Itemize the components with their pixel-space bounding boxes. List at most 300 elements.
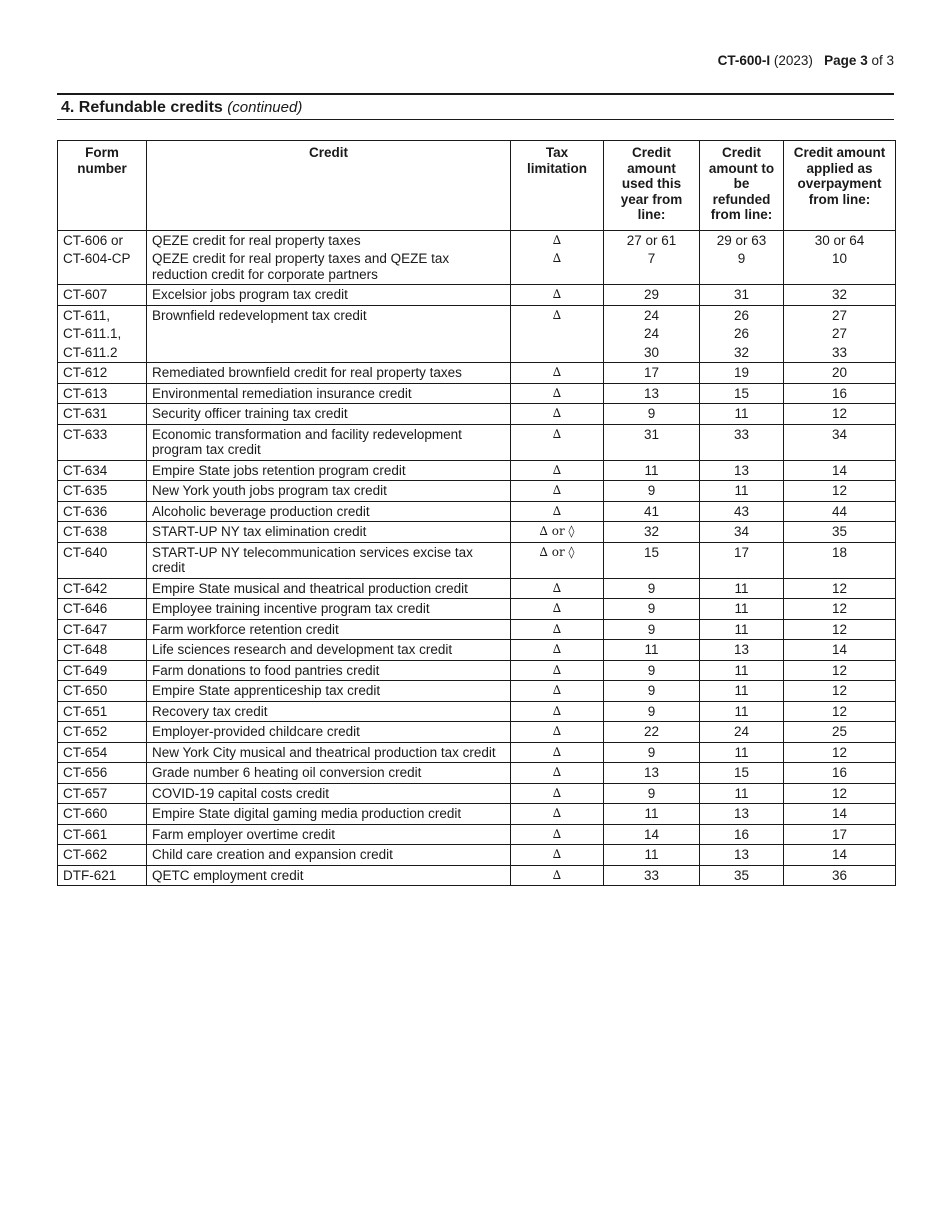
- form-number-cell: [58, 578, 147, 599]
- used-this-year-line-value: 9: [647, 580, 656, 596]
- form-number-value: CT-604-CP: [63, 251, 131, 266]
- used-this-year-line-value: 15: [643, 544, 660, 560]
- to-be-refunded-line-cell: [700, 722, 784, 743]
- applied-as-overpayment-line-cell: [784, 285, 896, 306]
- tax-limitation-value: ∆: [552, 462, 562, 477]
- tax-limitation-value: ∆: [552, 806, 562, 820]
- form-number-cell: [58, 481, 147, 502]
- tax-limitation-cell: [511, 763, 604, 784]
- used-this-year-line-cell: [604, 404, 700, 425]
- to-be-refunded-line-cell: [700, 522, 784, 543]
- to-be-refunded-line-value: 11: [734, 744, 749, 760]
- applied-as-overpayment-line-cell: [784, 460, 896, 481]
- to-be-refunded-line-value: 43: [733, 503, 750, 519]
- used-this-year-line-value: 32: [643, 524, 660, 539]
- used-this-year-line-value: 17: [643, 365, 660, 380]
- used-this-year-line-value: 14: [643, 826, 660, 842]
- used-this-year-line-value: 31: [643, 426, 660, 442]
- to-be-refunded-line-cell: [700, 404, 784, 425]
- used-this-year-line-value: 11: [644, 462, 659, 478]
- credit-name-cell: [147, 599, 511, 620]
- table-row: [58, 460, 896, 481]
- form-number-value: CT-636: [63, 503, 108, 519]
- applied-as-overpayment-line-value: 27: [831, 307, 848, 323]
- credit-name-cell: [147, 640, 511, 661]
- table-header-row: [58, 141, 896, 231]
- to-be-refunded-line-value: 16: [733, 826, 750, 842]
- to-be-refunded-line-cell: [700, 599, 784, 620]
- applied-as-overpayment-line-cell: [784, 619, 896, 640]
- to-be-refunded-line-value: 11: [734, 683, 749, 698]
- to-be-refunded-line-value: 29 or 63: [716, 232, 767, 248]
- used-this-year-line-cell: [604, 824, 700, 845]
- to-be-refunded-line-value: 32: [733, 344, 750, 360]
- form-number-cell: [58, 865, 147, 886]
- tax-limitation-cell: [511, 363, 604, 384]
- column-header-to-be-refunded: Credit amount to be refunded from line:: [700, 141, 784, 231]
- applied-as-overpayment-line-cell: [784, 722, 896, 743]
- tax-limitation-cell: [511, 804, 604, 825]
- credit-name-cell: [147, 783, 511, 804]
- tax-limitation-value: ∆: [552, 251, 562, 265]
- credit-name-cell: [147, 681, 511, 702]
- to-be-refunded-line-value: 31: [733, 287, 750, 302]
- table-row: [58, 542, 896, 578]
- used-this-year-line-value: 11: [644, 642, 659, 657]
- tax-limitation-cell: [511, 542, 604, 578]
- tax-limitation-cell: [511, 501, 604, 522]
- credit-name-value: Empire State musical and theatrical production credit: [152, 580, 468, 596]
- applied-as-overpayment-line-value: 12: [831, 483, 848, 498]
- used-this-year-line-value: 7: [647, 251, 656, 266]
- form-number-value: CT-662: [63, 847, 108, 862]
- tax-limitation-cell: [511, 722, 604, 743]
- tax-limitation-value: ∆: [552, 406, 562, 420]
- tax-limitation-cell: [511, 824, 604, 845]
- tax-limitation-cell: [511, 305, 604, 363]
- form-number-cell: [58, 824, 147, 845]
- used-this-year-line-cell: [604, 305, 700, 363]
- applied-as-overpayment-line-cell: [784, 865, 896, 886]
- applied-as-overpayment-line-value: 12: [831, 744, 848, 760]
- credit-name-value: Farm workforce retention credit: [152, 621, 339, 637]
- tax-limitation-cell: [511, 230, 604, 285]
- form-number-value: CT-612: [63, 365, 108, 380]
- credit-name-value: Alcoholic beverage production credit: [152, 503, 370, 519]
- form-number-value: CT-611.1,: [63, 326, 122, 341]
- table-row: [58, 824, 896, 845]
- applied-as-overpayment-line-value: 34: [831, 426, 848, 442]
- form-number-value: CT-647: [63, 621, 108, 637]
- credit-name-value: Brownfield redevelopment tax credit: [152, 307, 367, 323]
- credit-name-value: New York City musical and theatrical production tax credit: [152, 744, 496, 760]
- form-number-cell: [58, 383, 147, 404]
- form-number-cell: [58, 460, 147, 481]
- credit-name-value: START-UP NY tax elimination credit: [152, 524, 367, 539]
- page-label: Page 3: [824, 53, 868, 68]
- table-row: [58, 230, 896, 285]
- used-this-year-line-value: 9: [647, 662, 656, 678]
- used-this-year-line-value: 9: [647, 785, 656, 801]
- applied-as-overpayment-line-value: 12: [831, 621, 848, 637]
- credit-name-cell: [147, 404, 511, 425]
- used-this-year-line-cell: [604, 640, 700, 661]
- applied-as-overpayment-line-cell: [784, 824, 896, 845]
- table-row: [58, 763, 896, 784]
- form-number-value: CT-660: [63, 806, 108, 821]
- used-this-year-line-cell: [604, 460, 700, 481]
- table-row: [58, 619, 896, 640]
- credit-name-value: START-UP NY telecommunication services excise tax credit: [152, 544, 473, 575]
- tax-limitation-value: ∆: [552, 232, 562, 247]
- used-this-year-line-value: 9: [647, 601, 656, 616]
- credit-name-cell: [147, 722, 511, 743]
- credit-name-value: Environmental remediation insurance credit: [152, 385, 412, 401]
- column-header-credit: Credit: [147, 141, 511, 231]
- tax-limitation-value: ∆: [552, 287, 562, 301]
- applied-as-overpayment-line-value: 30 or 64: [814, 232, 865, 248]
- to-be-refunded-line-value: 26: [733, 326, 750, 341]
- to-be-refunded-line-cell: [700, 804, 784, 825]
- to-be-refunded-line-cell: [700, 305, 784, 363]
- used-this-year-line-value: 13: [643, 385, 660, 401]
- credit-name-value: Excelsior jobs program tax credit: [152, 287, 348, 302]
- tax-limitation-cell: [511, 522, 604, 543]
- applied-as-overpayment-line-cell: [784, 681, 896, 702]
- tax-limitation-value: ∆: [552, 426, 562, 441]
- credit-name-value: Life sciences research and development tax credit: [152, 642, 453, 657]
- form-number-cell: [58, 763, 147, 784]
- credit-name-value: Employee training incentive program tax credit: [152, 601, 430, 616]
- applied-as-overpayment-line-cell: [784, 230, 896, 285]
- form-number-value: CT-649: [63, 662, 108, 678]
- form-number-cell: [58, 230, 147, 285]
- used-this-year-line-cell: [604, 701, 700, 722]
- tax-limitation-value: ∆: [552, 744, 562, 759]
- form-number-cell: [58, 599, 147, 620]
- form-number-value: CT-651: [63, 703, 108, 719]
- credit-name-cell: [147, 865, 511, 886]
- to-be-refunded-line-value: 11: [734, 483, 749, 498]
- applied-as-overpayment-line-cell: [784, 640, 896, 661]
- table-row: [58, 599, 896, 620]
- section-title-bar: [57, 93, 894, 120]
- page-header: [718, 53, 894, 68]
- credit-name-value: Employer-provided childcare credit: [152, 724, 360, 739]
- column-header-applied-as-overpayment: Credit amount applied as overpayment from line:: [784, 141, 896, 231]
- credit-name-cell: [147, 363, 511, 384]
- credit-name-value: Recovery tax credit: [152, 703, 268, 719]
- form-number-cell: [58, 681, 147, 702]
- credit-name-value: COVID-19 capital costs credit: [152, 785, 330, 801]
- to-be-refunded-line-value: 19: [733, 365, 750, 380]
- table-row: [58, 660, 896, 681]
- tax-limitation-value: ∆: [552, 847, 562, 861]
- used-this-year-line-value: 9: [647, 703, 656, 719]
- applied-as-overpayment-line-value: 36: [831, 867, 848, 883]
- applied-as-overpayment-line-value: 44: [831, 503, 848, 519]
- used-this-year-line-cell: [604, 763, 700, 784]
- applied-as-overpayment-line-cell: [784, 763, 896, 784]
- used-this-year-line-value: 9: [647, 406, 656, 421]
- form-id: CT-600-I: [717, 53, 771, 68]
- tax-limitation-value: ∆: [552, 483, 562, 497]
- applied-as-overpayment-line-cell: [784, 424, 896, 460]
- tax-limitation-cell: [511, 578, 604, 599]
- credit-name-cell: [147, 845, 511, 866]
- used-this-year-line-value: 24: [643, 326, 660, 341]
- refundable-credits-table: [57, 140, 896, 886]
- credit-name-cell: [147, 660, 511, 681]
- used-this-year-line-value: 11: [644, 806, 659, 821]
- column-header-form-number: Form number: [58, 141, 147, 231]
- used-this-year-line-cell: [604, 681, 700, 702]
- to-be-refunded-line-cell: [700, 824, 784, 845]
- to-be-refunded-line-cell: [700, 230, 784, 285]
- form-number-value: CT-646: [63, 601, 108, 616]
- applied-as-overpayment-line-value: 12: [831, 406, 848, 421]
- applied-as-overpayment-line-cell: [784, 845, 896, 866]
- form-year: (2023): [773, 53, 813, 68]
- form-number-cell: [58, 404, 147, 425]
- tax-limitation-cell: [511, 404, 604, 425]
- credit-name-cell: [147, 424, 511, 460]
- applied-as-overpayment-line-cell: [784, 481, 896, 502]
- to-be-refunded-line-cell: [700, 578, 784, 599]
- applied-as-overpayment-line-value: 35: [831, 524, 848, 539]
- to-be-refunded-line-value: 15: [733, 765, 750, 780]
- applied-as-overpayment-line-value: 14: [831, 847, 848, 862]
- to-be-refunded-line-cell: [700, 640, 784, 661]
- credit-name-cell: [147, 285, 511, 306]
- to-be-refunded-line-value: 34: [733, 524, 750, 539]
- form-number-cell: [58, 660, 147, 681]
- to-be-refunded-line-value: 13: [733, 642, 750, 657]
- form-number-value: CT-654: [63, 744, 108, 760]
- applied-as-overpayment-line-cell: [784, 501, 896, 522]
- tax-limitation-value: ∆: [552, 365, 562, 379]
- table-row: [58, 305, 896, 363]
- to-be-refunded-line-value: 9: [737, 251, 746, 266]
- tax-limitation-value: ∆: [552, 867, 562, 882]
- credit-name-cell: [147, 824, 511, 845]
- used-this-year-line-cell: [604, 619, 700, 640]
- used-this-year-line-value: 41: [643, 503, 660, 519]
- applied-as-overpayment-line-value: 33: [831, 344, 848, 360]
- to-be-refunded-line-cell: [700, 285, 784, 306]
- form-number-value: CT-642: [63, 580, 108, 596]
- used-this-year-line-cell: [604, 383, 700, 404]
- tax-limitation-value: ∆: [552, 765, 562, 779]
- table-row: [58, 522, 896, 543]
- form-number-value: CT-635: [63, 483, 108, 498]
- credit-name-value: Empire State apprenticeship tax credit: [152, 683, 381, 698]
- used-this-year-line-cell: [604, 804, 700, 825]
- form-number-cell: [58, 285, 147, 306]
- form-number-value: CT-613: [63, 385, 108, 401]
- applied-as-overpayment-line-cell: [784, 578, 896, 599]
- applied-as-overpayment-line-cell: [784, 742, 896, 763]
- to-be-refunded-line-value: 17: [733, 544, 750, 560]
- tax-limitation-value: ∆ or ◊: [539, 544, 575, 559]
- used-this-year-line-cell: [604, 230, 700, 285]
- tax-limitation-value: ∆: [552, 601, 562, 615]
- tax-limitation-cell: [511, 424, 604, 460]
- form-number-value: CT-631: [63, 406, 108, 421]
- applied-as-overpayment-line-value: 14: [831, 642, 848, 657]
- applied-as-overpayment-line-cell: [784, 783, 896, 804]
- to-be-refunded-line-value: 35: [733, 867, 750, 883]
- credit-name-value: Remediated brownfield credit for real property taxes: [152, 365, 462, 380]
- form-number-value: DTF-621: [63, 867, 117, 883]
- used-this-year-line-cell: [604, 578, 700, 599]
- form-number-value: CT-656: [63, 765, 108, 780]
- used-this-year-line-value: 9: [647, 683, 656, 698]
- applied-as-overpayment-line-cell: [784, 404, 896, 425]
- applied-as-overpayment-line-cell: [784, 363, 896, 384]
- tax-limitation-cell: [511, 640, 604, 661]
- credit-name-cell: [147, 305, 511, 363]
- credit-name-value: Farm donations to food pantries credit: [152, 662, 380, 678]
- credit-name-cell: [147, 383, 511, 404]
- to-be-refunded-line-value: 26: [733, 307, 750, 323]
- form-number-cell: [58, 640, 147, 661]
- to-be-refunded-line-cell: [700, 845, 784, 866]
- used-this-year-line-cell: [604, 865, 700, 886]
- form-number-value: CT-611.2: [63, 344, 118, 360]
- form-number-value: CT-606 or: [63, 232, 124, 248]
- to-be-refunded-line-cell: [700, 501, 784, 522]
- table-row: [58, 681, 896, 702]
- form-number-cell: [58, 742, 147, 763]
- credit-name-value: Security officer training tax credit: [152, 406, 348, 421]
- credit-name-cell: [147, 804, 511, 825]
- credit-name-cell: [147, 542, 511, 578]
- to-be-refunded-line-value: 11: [734, 703, 749, 719]
- table-row: [58, 578, 896, 599]
- to-be-refunded-line-cell: [700, 424, 784, 460]
- applied-as-overpayment-line-cell: [784, 804, 896, 825]
- applied-as-overpayment-line-value: 32: [831, 287, 848, 302]
- form-number-value: CT-657: [63, 785, 108, 801]
- credit-name-cell: [147, 460, 511, 481]
- credit-name-cell: [147, 481, 511, 502]
- applied-as-overpayment-line-value: 18: [831, 544, 848, 560]
- applied-as-overpayment-line-value: 12: [831, 580, 848, 596]
- table-row: [58, 742, 896, 763]
- credit-name-cell: [147, 619, 511, 640]
- to-be-refunded-line-value: 11: [734, 621, 749, 637]
- to-be-refunded-line-cell: [700, 865, 784, 886]
- to-be-refunded-line-cell: [700, 660, 784, 681]
- column-header-tax-limitation: Tax limitation: [511, 141, 604, 231]
- to-be-refunded-line-value: 13: [733, 847, 750, 862]
- used-this-year-line-cell: [604, 742, 700, 763]
- table-row: [58, 783, 896, 804]
- form-number-value: CT-633: [63, 426, 108, 442]
- table-row: [58, 722, 896, 743]
- to-be-refunded-line-cell: [700, 763, 784, 784]
- tax-limitation-value: ∆: [552, 703, 562, 718]
- used-this-year-line-cell: [604, 501, 700, 522]
- applied-as-overpayment-line-cell: [784, 542, 896, 578]
- tax-limitation-cell: [511, 285, 604, 306]
- to-be-refunded-line-value: 13: [733, 806, 750, 821]
- to-be-refunded-line-value: 11: [734, 601, 749, 616]
- credit-name-value: Grade number 6 heating oil conversion credit: [152, 765, 422, 780]
- tax-limitation-cell: [511, 845, 604, 866]
- table-row: [58, 285, 896, 306]
- tax-limitation-cell: [511, 383, 604, 404]
- tax-limitation-value: ∆: [552, 683, 562, 697]
- tax-limitation-value: ∆: [552, 503, 562, 518]
- form-number-cell: [58, 363, 147, 384]
- applied-as-overpayment-line-cell: [784, 701, 896, 722]
- credit-name-cell: [147, 230, 511, 285]
- used-this-year-line-cell: [604, 660, 700, 681]
- tax-limitation-cell: [511, 660, 604, 681]
- to-be-refunded-line-cell: [700, 681, 784, 702]
- tax-limitation-cell: [511, 701, 604, 722]
- applied-as-overpayment-line-value: 14: [831, 462, 848, 478]
- used-this-year-line-cell: [604, 845, 700, 866]
- applied-as-overpayment-line-value: 10: [831, 251, 848, 266]
- credit-name-cell: [147, 501, 511, 522]
- credit-name-value: Empire State jobs retention program credit: [152, 462, 406, 478]
- credit-name-cell: [147, 742, 511, 763]
- to-be-refunded-line-value: 11: [734, 662, 749, 678]
- applied-as-overpayment-line-value: 14: [831, 806, 848, 821]
- credit-name-value: Empire State digital gaming media production credit: [152, 806, 462, 821]
- credit-name-value: Child care creation and expansion credit: [152, 847, 393, 862]
- applied-as-overpayment-line-value: 25: [831, 724, 848, 739]
- applied-as-overpayment-line-cell: [784, 660, 896, 681]
- credit-name-cell: [147, 763, 511, 784]
- used-this-year-line-cell: [604, 722, 700, 743]
- used-this-year-line-cell: [604, 363, 700, 384]
- form-number-value: CT-634: [63, 462, 108, 478]
- form-number-cell: [58, 701, 147, 722]
- credit-name-value: QEZE credit for real property taxes: [152, 232, 361, 248]
- to-be-refunded-line-cell: [700, 542, 784, 578]
- applied-as-overpayment-line-cell: [784, 522, 896, 543]
- used-this-year-line-value: 13: [643, 765, 660, 780]
- section-title-text: 4. Refundable credits: [61, 99, 223, 116]
- to-be-refunded-line-value: 11: [734, 785, 749, 801]
- tax-limitation-value: ∆: [552, 826, 562, 841]
- applied-as-overpayment-line-value: 16: [831, 385, 848, 401]
- tax-limitation-cell: [511, 865, 604, 886]
- page-of: of 3: [871, 53, 894, 68]
- form-number-cell: [58, 845, 147, 866]
- used-this-year-line-cell: [604, 424, 700, 460]
- table-row: [58, 424, 896, 460]
- section-title: [61, 99, 302, 117]
- credit-name-cell: [147, 522, 511, 543]
- table-row: [58, 845, 896, 866]
- used-this-year-line-value: 22: [643, 724, 660, 739]
- used-this-year-line-value: 9: [647, 621, 656, 637]
- credit-name-value: QEZE credit for real property taxes and QEZE tax reduction credit for corporate partners: [152, 251, 450, 282]
- form-number-value: CT-638: [63, 524, 108, 539]
- to-be-refunded-line-value: 11: [734, 580, 749, 596]
- to-be-refunded-line-value: 11: [734, 406, 749, 421]
- form-number-value: CT-611,: [63, 307, 111, 323]
- table-row: [58, 865, 896, 886]
- applied-as-overpayment-line-value: 20: [831, 365, 848, 380]
- applied-as-overpayment-line-value: 12: [831, 662, 848, 678]
- form-number-value: CT-607: [63, 287, 108, 302]
